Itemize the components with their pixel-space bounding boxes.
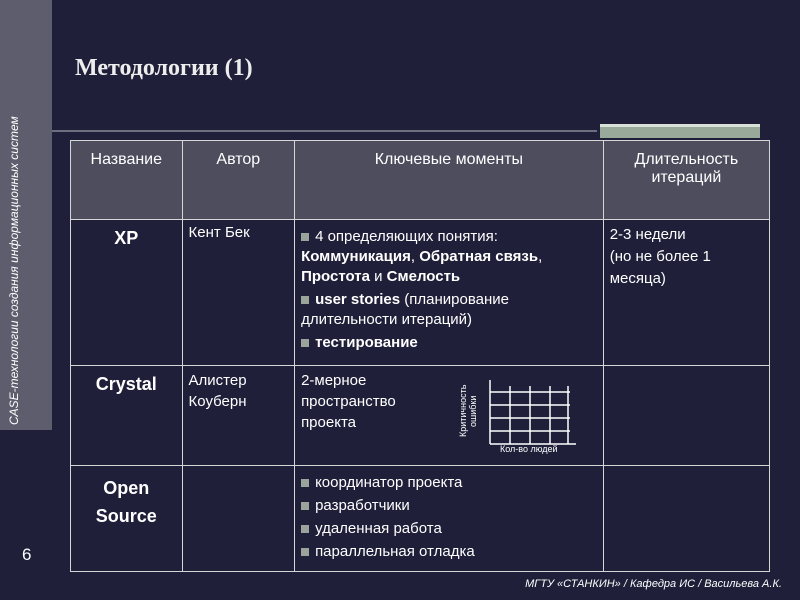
header-name: Название xyxy=(71,141,183,220)
cell-key-open-source xyxy=(295,466,604,572)
user-stories-label: user stories xyxy=(315,291,401,308)
table-row-open-source xyxy=(71,466,770,572)
bullet-text: параллельная отладка xyxy=(315,543,475,560)
bullet-icon xyxy=(301,525,309,533)
list-item xyxy=(301,542,597,562)
methodologies-table xyxy=(70,140,770,572)
cell-author-open-source xyxy=(182,466,295,572)
separator: , xyxy=(538,248,543,265)
concept-simplicity: Простота xyxy=(301,268,370,285)
table-row-crystal xyxy=(71,366,770,466)
table-row-xp xyxy=(71,220,770,366)
concept-feedback: Обратная связь xyxy=(419,248,539,265)
bullet-text: (планирование длительности итераций) xyxy=(301,291,509,328)
bullet-text: координатор проекта xyxy=(315,474,463,491)
project-space-diagram xyxy=(458,372,618,460)
title-divider xyxy=(52,130,597,132)
cell-key-xp xyxy=(295,220,604,366)
cell-author-crystal: Алистер Коуберн xyxy=(182,366,295,466)
slide-title: Методологии (1) xyxy=(75,55,253,81)
separator: и xyxy=(369,268,387,285)
cell-name-crystal: Crystal xyxy=(71,366,183,466)
sidebar-caption: CASE-технологии создания информационных систем xyxy=(7,116,21,425)
header-key-points: Ключевые моменты xyxy=(295,141,604,220)
header-duration: Длительность итераций xyxy=(603,141,769,220)
duration-note: (но не более 1 месяца) xyxy=(609,248,711,287)
bullet-text: удаленная работа xyxy=(315,520,442,537)
cell-author-xp: Кент Бек xyxy=(182,220,295,366)
list-item xyxy=(301,290,597,330)
cell-duration-crystal xyxy=(603,366,769,466)
bullet-icon xyxy=(301,233,309,241)
list-item xyxy=(301,496,597,516)
cell-name-open-source: Open Source xyxy=(71,466,183,572)
crystal-key-text: 2-мерное пространство проекта xyxy=(301,372,396,431)
list-item xyxy=(301,227,597,287)
cell-duration-open-source xyxy=(603,466,769,572)
accent-bar xyxy=(600,124,760,138)
header-author: Автор xyxy=(182,141,295,220)
bullet-icon xyxy=(301,339,309,347)
list-item xyxy=(301,473,597,493)
bullet-icon xyxy=(301,296,309,304)
testing-label: тестирование xyxy=(315,334,418,351)
bullet-icon xyxy=(301,548,309,556)
concept-communication: Коммуникация xyxy=(301,248,411,265)
cell-name-xp: XP xyxy=(71,220,183,366)
list-item xyxy=(301,519,597,539)
cell-duration-xp xyxy=(603,220,769,366)
separator: , xyxy=(410,248,420,265)
bullet-icon xyxy=(301,479,309,487)
concept-courage: Смелость xyxy=(386,268,461,285)
diagram-x-label: Кол-во людей xyxy=(500,444,558,454)
footer-credit: МГТУ «СТАНКИН» / Кафедра ИС / Васильева А.К. xyxy=(525,578,782,590)
duration-line: 2-3 недели xyxy=(609,226,686,243)
bullet-text: разработчики xyxy=(315,497,410,514)
list-item xyxy=(301,333,597,353)
bullet-icon xyxy=(301,502,309,510)
bullet-text: 4 определяющих понятия: xyxy=(315,228,498,245)
diagram-y-label: Критичность ошибки xyxy=(458,384,478,438)
page-number: 6 xyxy=(22,545,32,564)
table-header-row xyxy=(71,141,770,220)
